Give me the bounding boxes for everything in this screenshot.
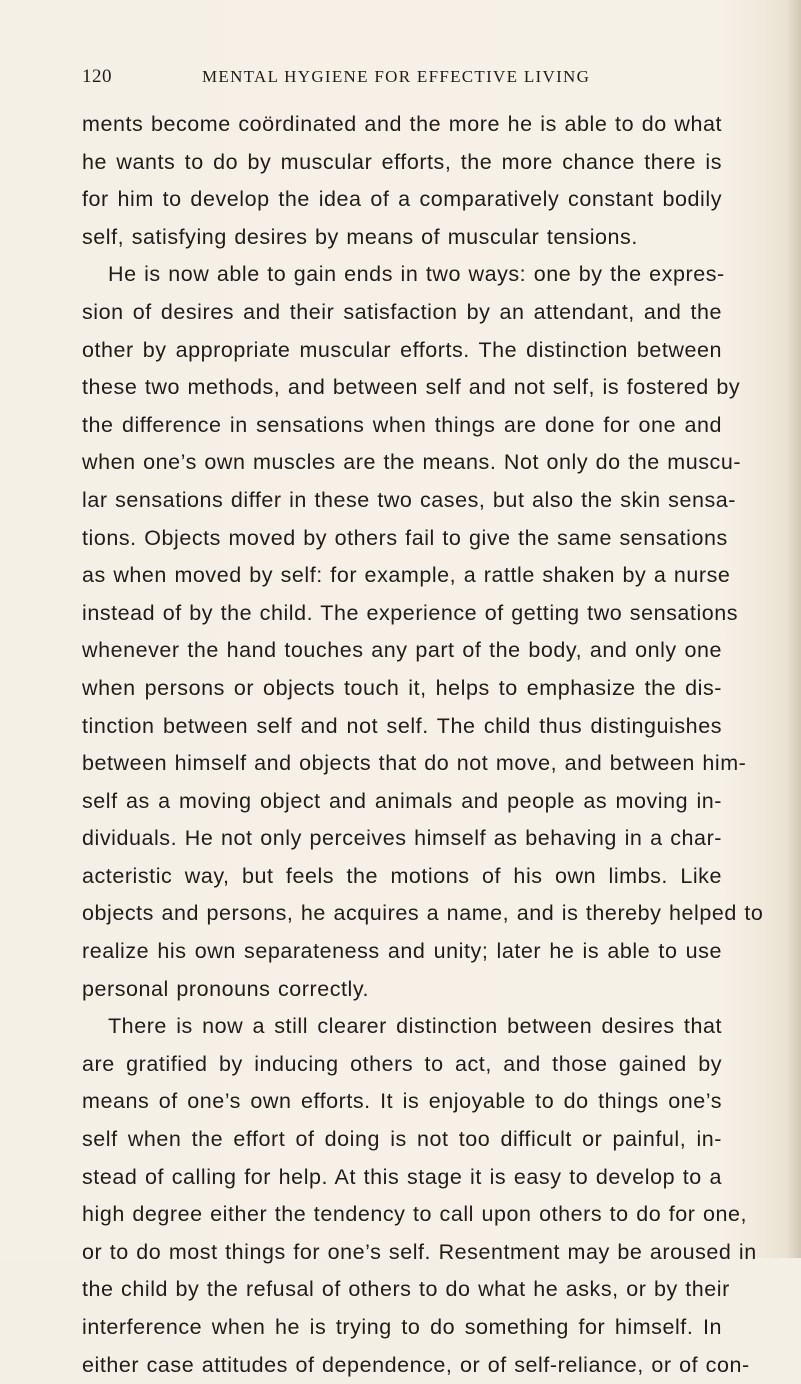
body-text	[82, 106, 764, 1384]
text-line: between himself and objects that do not move, and between him-	[82, 751, 747, 776]
text-line: either case attitudes of dependence, or of self-reliance, or of con-	[82, 1352, 750, 1377]
text-line: or to do most things for one’s self. Resentment may be aroused in	[82, 1239, 757, 1264]
text-line: other by appropriate muscular efforts. The distinction between	[82, 337, 722, 362]
text-line: as when moved by self: for example, a rattle shaken by a nurse	[82, 563, 731, 588]
text-line: He is now able to gain ends in two ways: one by the expres-	[108, 262, 725, 287]
text-line: when persons or objects touch it, helps to emphasize the dis-	[82, 675, 722, 700]
text-line: whenever the hand touches any part of the body, and only one	[82, 638, 722, 663]
text-line: self as a moving object and animals and people as moving in-	[82, 788, 722, 813]
text-line: There is now a still clearer distinction between desires that	[108, 1014, 722, 1039]
text-line: he wants to do by muscular efforts, the more chance there is	[82, 149, 722, 174]
text-line: the difference in sensations when things are done for one and	[82, 412, 722, 437]
text-line: are gratified by inducing others to act, and those gained by	[82, 1051, 722, 1076]
text-line: instead of by the child. The experience of getting two sensations	[82, 600, 739, 625]
text-line: realize his own separateness and unity; later he is able to use	[82, 939, 722, 964]
text-line: tinction between self and not self. The child thus distinguishes	[82, 713, 722, 738]
book-title-header: MENTAL HYGIENE FOR EFFECTIVE LIVING	[202, 67, 591, 86]
text-line: acteristic way, but feels the motions of his own limbs. Like	[82, 863, 722, 888]
text-line: stead of calling for help. At this stage it is easy to develop to a	[82, 1164, 722, 1189]
text-line: high degree either the tendency to call upon others to do for one,	[82, 1202, 748, 1227]
text-line: the child by the refusal of others to do what he asks, or by their	[82, 1277, 730, 1302]
page-edge-shadow	[787, 0, 801, 1258]
text-line: self when the effort of doing is not too difficult or painful, in-	[82, 1127, 722, 1152]
text-line: for him to develop the idea of a comparatively constant bodily	[82, 187, 722, 212]
text-line: when one’s own muscles are the means. Not only do the muscu-	[82, 450, 742, 475]
text-line: lar sensations differ in these two cases, but also the skin sensa-	[82, 487, 737, 512]
text-line: interference when he is trying to do something for himself. In	[82, 1315, 722, 1339]
text-line: dividuals. He not only perceives himself as behaving in a char-	[82, 826, 722, 851]
text-line: sion of desires and their satisfaction by an attendant, and the	[82, 299, 722, 324]
text-line: objects and persons, he acquires a name, and is thereby helped to	[82, 901, 764, 926]
paragraph	[82, 106, 722, 256]
text-line: self, satisfying desires by means of muscular tensions.	[82, 224, 638, 249]
text-line: these two methods, and between self and not self, is fostered by	[82, 375, 741, 400]
text-line: tions. Objects moved by others fail to give the same sensations	[82, 525, 728, 550]
text-line: personal pronouns correctly.	[82, 976, 370, 1001]
paragraph	[82, 1008, 757, 1384]
page-number: 120	[82, 66, 112, 87]
running-head	[82, 66, 722, 94]
paragraph	[82, 256, 764, 1008]
text-line: ments become coördinated and the more he is able to do what	[82, 112, 722, 136]
text-line: means of one’s own efforts. It is enjoyable to do things one’s	[82, 1089, 722, 1114]
